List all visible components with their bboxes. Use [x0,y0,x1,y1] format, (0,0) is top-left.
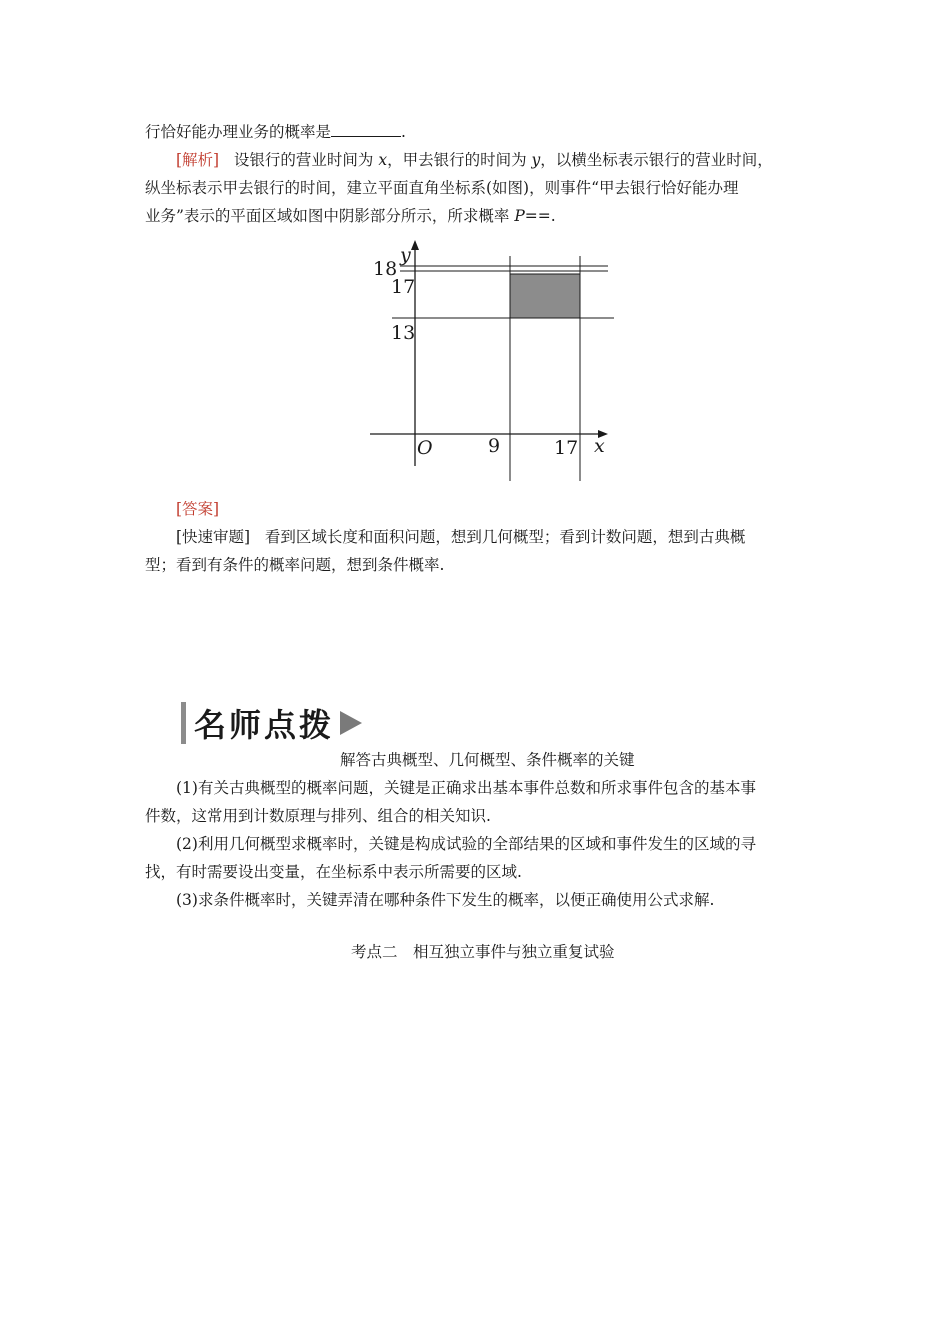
answer-tag: [答案] [176,500,220,518]
var-y: y [531,151,541,169]
analysis-text: ==. [524,207,556,225]
quick-tag: [快速审题] [176,528,251,546]
x-tick-9: 9 [488,435,501,457]
coordinate-figure [360,236,630,486]
quick-line-1 [176,526,745,548]
point-2-line-1: (2)利用几何概型求概率时，关键是构成试验的全部结果的区域和事件发生的区域的寻 [176,835,756,853]
y-tick-18: 18 [373,258,398,280]
shaded-region [510,274,580,318]
x-tick-17: 17 [554,437,579,459]
question-text: 行恰好能办理业务的概率是 [145,123,332,141]
var-p: P [514,207,525,225]
heading-title: 名师点拨 [194,706,335,744]
analysis-text: 业务”表示的平面区域如图中阴影部分所示，所求概率 [145,207,515,225]
play-arrow-icon [340,711,362,735]
quick-line-2: 型；看到有条件的概率问题，想到条件概率. [145,556,445,574]
analysis-text: ，以横坐标表示银行的营业时间， [540,151,773,169]
point-2-line-2: 找，有时需要设出变量，在坐标系中表示所需要的区域. [145,863,522,881]
y-tick-13: 13 [391,322,416,344]
origin-label: O [417,437,433,459]
section-heading [181,700,362,746]
answer-blank [331,122,401,137]
y-tick-17: 17 [391,276,416,298]
analysis-text: 设银行的营业时间为 [233,151,379,169]
analysis-line-1 [176,149,773,171]
analysis-text: ，甲去银行的时间为 [387,151,532,169]
y-axis-label: y [400,244,411,266]
x-axis-label: x [594,435,605,457]
next-topic-title: 考点二 相互独立事件与独立重复试验 [351,943,615,961]
question-tail [145,121,406,143]
var-x: x [378,151,388,169]
analysis-line-3 [145,205,556,227]
heading-bar [181,702,186,744]
analysis-tag: [解析] [176,151,220,169]
section-subtitle: 解答古典概型、几何概型、条件概率的关键 [340,751,635,769]
y-axis-arrow [411,240,419,250]
quick-text: 看到区域长度和面积问题，想到几何概型；看到计数问题，想到古典概 [264,528,746,546]
question-period: . [401,123,406,141]
point-1-line-2: 件数，这常用到计数原理与排列、组合的相关知识. [145,807,491,825]
analysis-line-2: 纵坐标表示甲去银行的时间，建立平面直角坐标系(如图)，则事件“甲去银行恰好能办理 [145,179,739,197]
point-1-line-1: (1)有关古典概型的概率问题，关键是正确求出基本事件总数和所求事件包含的基本事 [176,779,756,797]
point-3-line-1: (3)求条件概率时，关键弄清在哪种条件下发生的概率，以便正确使用公式求解. [176,891,715,909]
